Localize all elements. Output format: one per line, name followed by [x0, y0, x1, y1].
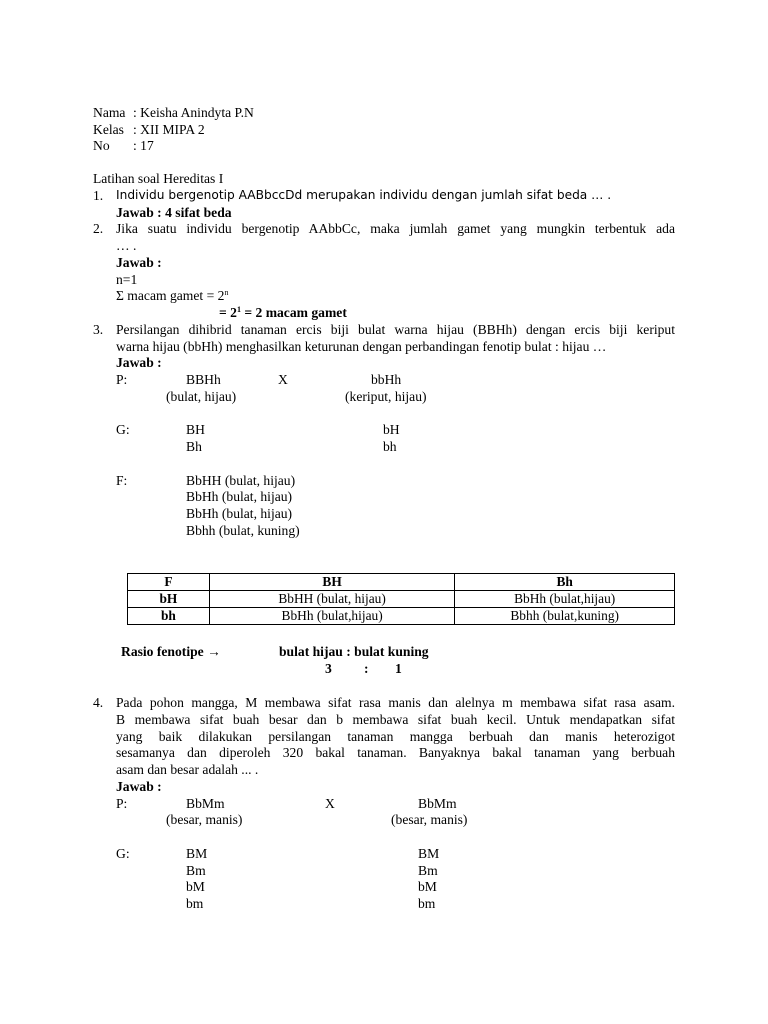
- q4-p-label: P:: [116, 796, 128, 811]
- table-cell: BbHh (bulat,hijau): [455, 591, 675, 608]
- ratio-label: Rasio fenotipe →: [121, 644, 221, 659]
- q1-answer: Jawab : 4 sifat beda: [116, 205, 232, 220]
- q4-text-line: sesamanya dan diperoleh 320 bakal tanaman. Banyaknya bakal tanaman yang berbuah: [116, 745, 675, 760]
- ratio-description: bulat hijau : bulat kuning: [279, 644, 429, 659]
- q3-text-line2: warna hijau (bbHh) menghasilkan keturunan dengan perbandingan fenotip bulat : hijau …: [116, 339, 607, 354]
- table-row-header: bH: [128, 591, 210, 608]
- no-value: : 17: [133, 138, 154, 153]
- q3-gamete: Bh: [186, 439, 202, 454]
- q4-text-line: B membawa sifat buah besar dan b membawa sifat buah kecil. Untuk mendapatkan sifat: [116, 712, 675, 727]
- q4-number: 4.: [93, 695, 104, 710]
- table-cell: Bbhh (bulat,kuning): [455, 608, 675, 625]
- q3-jawab: Jawab :: [116, 355, 162, 370]
- q4-parent1-genotype: BbMm: [186, 796, 225, 811]
- q2-text-line2: … .: [116, 238, 137, 253]
- q2-formula: Σ macam gamet = $2^n$: [116, 288, 229, 303]
- q4-gamete: bm: [186, 896, 204, 911]
- ratio-colon: :: [364, 661, 369, 676]
- no-label: No: [93, 138, 110, 153]
- q4-gamete: BM: [418, 846, 440, 861]
- q3-f-label: F:: [116, 473, 128, 488]
- q3-gamete: bh: [383, 439, 397, 454]
- q3-cross-symbol: X: [278, 372, 288, 387]
- q3-gamete: bH: [383, 422, 400, 437]
- q3-parent2-genotype: bbHh: [371, 372, 402, 387]
- q4-cross-symbol: X: [325, 796, 335, 811]
- q3-parent1-genotype: BBHh: [186, 372, 221, 387]
- q2-n-value: n=1: [116, 272, 138, 287]
- q3-number: 3.: [93, 322, 104, 337]
- table-header-cell: BH: [209, 574, 455, 591]
- q3-parent1-phenotype: (bulat, hijau): [166, 389, 237, 404]
- q1-number: 1.: [93, 188, 104, 203]
- table-row: [128, 608, 675, 625]
- kelas-value: : XII MIPA 2: [133, 122, 205, 137]
- q4-text-line: yang baik dilakukan persilangan tanaman mangga berbuah dan manis heterozigot: [116, 729, 675, 744]
- q2-jawab: Jawab :: [116, 255, 162, 270]
- q1-text: Individu bergenotip AABbccDd merupakan individu dengan jumlah sifat beda … .: [116, 188, 612, 202]
- q4-parent1-phenotype: (besar, manis): [166, 812, 243, 827]
- q4-g-label: G:: [116, 846, 130, 861]
- q3-offspring: Bbhh (bulat, kuning): [186, 523, 300, 538]
- q3-offspring: BbHH (bulat, hijau): [186, 473, 296, 488]
- q3-offspring: BbHh (bulat, hijau): [186, 506, 293, 521]
- q3-gamete: BH: [186, 422, 205, 437]
- q2-text-line1: Jika suatu individu bergenotip AAbbCc, maka jumlah gamet yang mungkin terbentuk ada: [116, 221, 675, 236]
- q4-gamete: bM: [418, 879, 437, 894]
- ratio-right: 1: [395, 661, 402, 676]
- q4-gamete: bm: [418, 896, 436, 911]
- q2-result: = $2^1 = 2$ macam gamet: [219, 305, 347, 320]
- q4-text-line: Pada pohon mangga, M membawa sifat rasa manis dan alelnya m membawa sifat rasa asam.: [116, 695, 675, 710]
- kelas-label: Kelas: [93, 122, 124, 137]
- q4-parent2-genotype: BbMm: [418, 796, 457, 811]
- q3-g-label: G:: [116, 422, 130, 437]
- table-row-header: bh: [128, 608, 210, 625]
- q4-gamete: Bm: [186, 863, 206, 878]
- q4-text-last: asam dan besar adalah ... .: [116, 762, 259, 777]
- q2-number: 2.: [93, 221, 104, 236]
- table-row: [128, 591, 675, 608]
- table-header-row: [128, 574, 675, 591]
- q4-gamete: bM: [186, 879, 205, 894]
- table-header-cell: F: [128, 574, 210, 591]
- ratio-left: 3: [325, 661, 332, 676]
- punnett-table: [127, 573, 675, 625]
- page-title: Latihan soal Hereditas I: [93, 171, 224, 186]
- table-cell: BbHH (bulat, hijau): [209, 591, 455, 608]
- q3-p-label: P:: [116, 372, 128, 387]
- q4-jawab: Jawab :: [116, 779, 162, 794]
- q3-offspring: BbHh (bulat, hijau): [186, 489, 293, 504]
- table-header-cell: Bh: [455, 574, 675, 591]
- table-cell: BbHh (bulat,hijau): [209, 608, 455, 625]
- q3-parent2-phenotype: (keriput, hijau): [345, 389, 427, 404]
- q4-parent2-phenotype: (besar, manis): [391, 812, 468, 827]
- q4-gamete: BM: [186, 846, 208, 861]
- q4-gamete: Bm: [418, 863, 438, 878]
- nama-value: : Keisha Anindyta P.N: [133, 105, 254, 120]
- nama-label: Nama: [93, 105, 126, 120]
- q3-text-line1: Persilangan dihibrid tanaman ercis biji bulat warna hijau (BBHh) dengan ercis biji keriput: [116, 322, 675, 337]
